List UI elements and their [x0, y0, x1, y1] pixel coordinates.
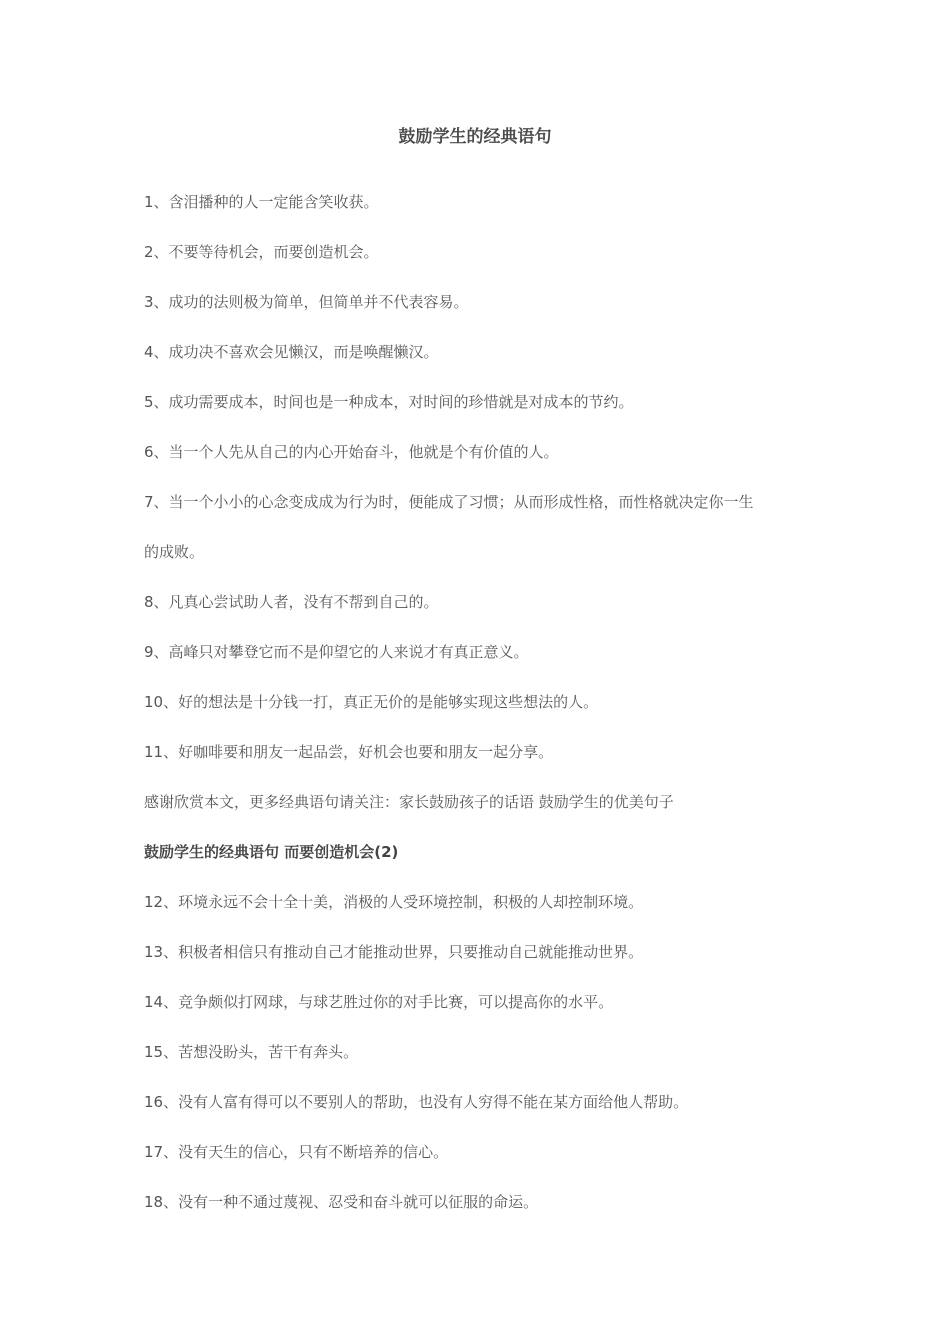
related-articles-note: 感谢欣赏本文，更多经典语句请关注：家长鼓励孩子的话语 鼓励学生的优美句子	[144, 793, 674, 811]
quote-line-2: 2、不要等待机会，而要创造机会。	[144, 243, 379, 261]
quote-line-15: 15、苦想没盼头，苦干有奔头。	[144, 1043, 359, 1061]
document-title: 鼓励学生的经典语句	[398, 127, 552, 147]
quote-line-9: 9、高峰只对攀登它而不是仰望它的人来说才有真正意义。	[144, 643, 529, 661]
quote-line-7-part1: 7、当一个小小的心念变成成为行为时，便能成了习惯；从而形成性格，而性格就决定你一生	[144, 493, 754, 511]
quote-line-17: 17、没有天生的信心，只有不断培养的信心。	[144, 1143, 449, 1161]
quote-line-5: 5、成功需要成本，时间也是一种成本，对时间的珍惜就是对成本的节约。	[144, 393, 634, 411]
quote-line-14: 14、竞争颇似打网球，与球艺胜过你的对手比赛，可以提高你的水平。	[144, 993, 614, 1011]
quote-line-11: 11、好咖啡要和朋友一起品尝，好机会也要和朋友一起分享。	[144, 743, 554, 761]
quote-line-7-part2: 的成败。	[144, 543, 205, 561]
quote-line-1: 1、含泪播种的人一定能含笑收获。	[144, 193, 379, 211]
quote-line-12: 12、环境永远不会十全十美，消极的人受环境控制，积极的人却控制环境。	[144, 893, 644, 911]
section-subheading: 鼓励学生的经典语句 而要创造机会(2)	[144, 843, 399, 861]
quote-line-4: 4、成功决不喜欢会见懒汉，而是唤醒懒汉。	[144, 343, 439, 361]
quote-line-16: 16、没有人富有得可以不要别人的帮助，也没有人穷得不能在某方面给他人帮助。	[144, 1093, 689, 1111]
quote-line-8: 8、凡真心尝试助人者，没有不帮到自己的。	[144, 593, 439, 611]
document-body	[144, 190, 814, 1240]
quote-line-18: 18、没有一种不通过蔑视、忍受和奋斗就可以征服的命运。	[144, 1193, 539, 1211]
quote-line-13: 13、积极者相信只有推动自己才能推动世界，只要推动自己就能推动世界。	[144, 943, 644, 961]
quote-line-6: 6、当一个人先从自己的内心开始奋斗，他就是个有价值的人。	[144, 443, 559, 461]
quote-line-3: 3、成功的法则极为简单，但简单并不代表容易。	[144, 293, 469, 311]
quote-line-10: 10、好的想法是十分钱一打，真正无价的是能够实现这些想法的人。	[144, 693, 599, 711]
